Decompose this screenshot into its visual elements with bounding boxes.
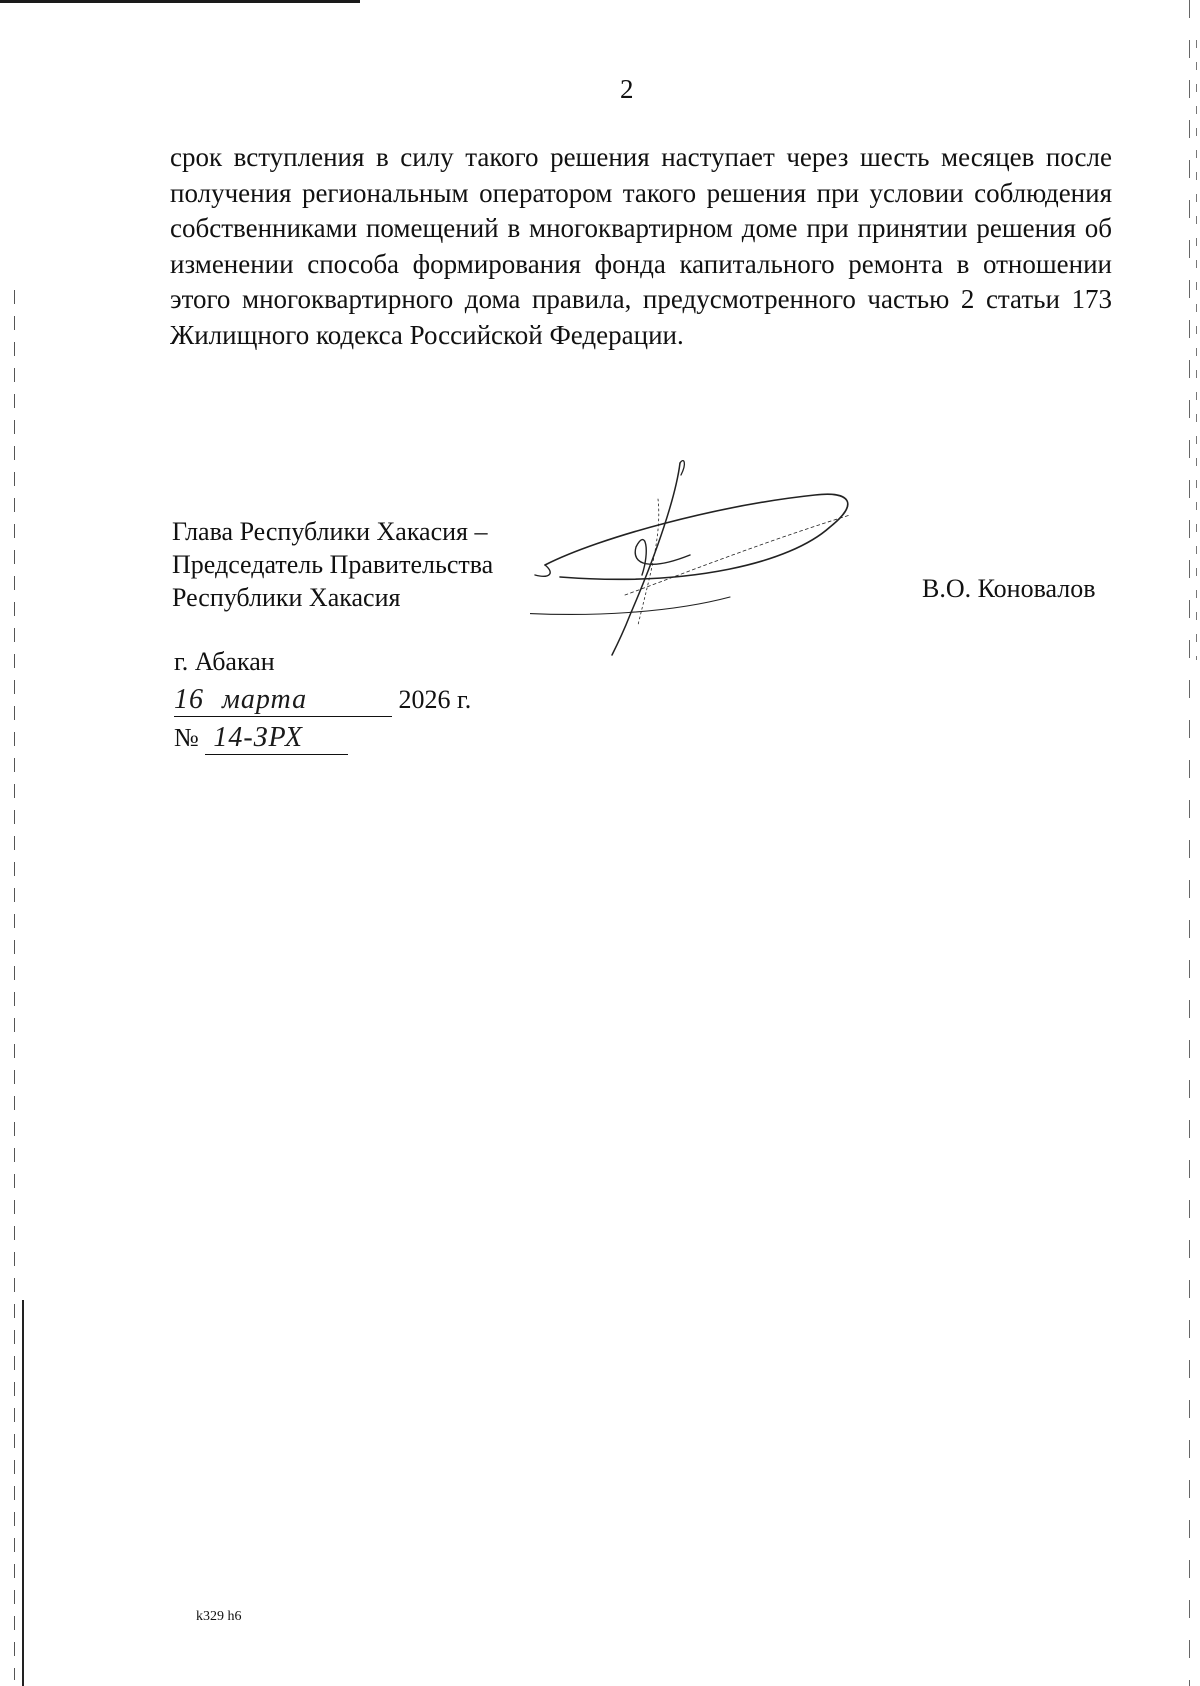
position-line-2: Председатель Правительства — [172, 550, 494, 579]
number-label: № — [174, 723, 199, 752]
footer-code: k329 h6 — [196, 1609, 242, 1624]
page-number: 2 — [620, 74, 634, 104]
place: г. Абакан — [174, 647, 275, 676]
scan-edge-top — [0, 0, 360, 3]
scan-edge-right-inner — [1196, 40, 1197, 660]
position-line-1: Глава Республики Хакасия – — [172, 517, 488, 546]
scan-edge-left — [14, 290, 15, 1680]
handwritten-signature — [530, 455, 910, 665]
document-number: 14-ЗРХ — [205, 722, 348, 755]
date-line — [174, 684, 471, 717]
signatory-position — [172, 515, 493, 614]
date-year: 2026 г. — [398, 685, 472, 714]
body-paragraph: срок вступления в силу такого решения наступает через шесть месяцев после получения региональным оператором такого решения при условии соблюдения собственниками помещений в многоквартирном доме при принятии решения об изменении способа формирования фонда капитального ремонта в отношении этого многоквартирного дома правила, предусмотренного частью 2 статьи 173 Жилищного кодекса Российской Федерации. — [170, 142, 1112, 350]
signatory-name: В.О. Коновалов — [922, 574, 1096, 603]
position-line-3: Республики Хакасия — [172, 583, 401, 612]
date-day: 16 — [174, 684, 214, 717]
scan-edge-right — [1189, 0, 1190, 1686]
scan-edge-left-bottom — [22, 1300, 24, 1686]
document-number-line — [174, 722, 348, 755]
date-month: марта — [214, 684, 392, 717]
